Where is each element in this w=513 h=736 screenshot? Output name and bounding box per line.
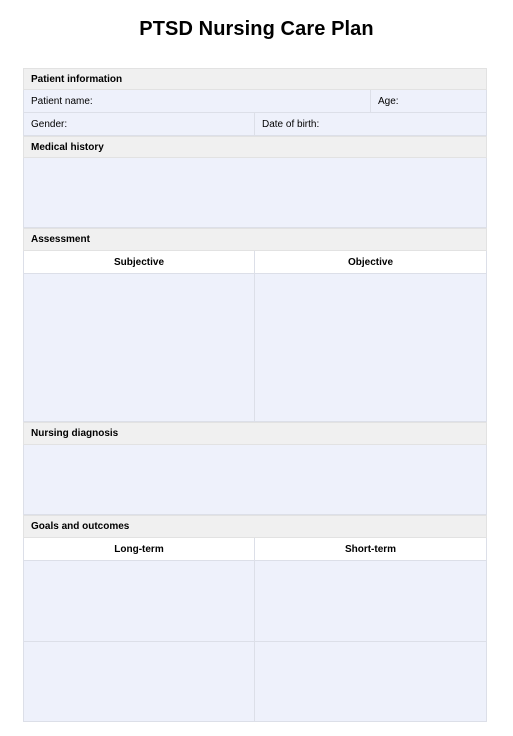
gender-label: Gender: — [31, 118, 68, 130]
objective-field[interactable] — [254, 274, 486, 421]
patient-name-field[interactable] — [24, 90, 370, 112]
page-title: PTSD Nursing Care Plan — [139, 18, 374, 40]
short-term-header: Short-term — [254, 538, 486, 560]
date-of-birth-field[interactable] — [254, 113, 486, 135]
patient-name-row — [23, 90, 487, 113]
short-term-field-2[interactable] — [254, 642, 486, 721]
assessment-label: Assessment — [31, 234, 90, 245]
patient-information-label: Patient information — [31, 73, 123, 85]
goals-outcomes-label: Goals and outcomes — [31, 521, 130, 532]
long-term-header: Long-term — [24, 538, 254, 560]
goals-column-headers — [23, 538, 487, 561]
medical-history-field[interactable] — [23, 158, 487, 228]
patient-information-header — [23, 68, 487, 90]
long-term-field-1[interactable] — [24, 561, 254, 641]
nursing-diagnosis-label: Nursing diagnosis — [31, 428, 119, 439]
age-field[interactable] — [370, 90, 486, 112]
subjective-header: Subjective — [24, 251, 254, 273]
age-label: Age: — [378, 95, 399, 107]
medical-history-header — [23, 136, 487, 158]
gender-field[interactable] — [24, 113, 254, 135]
subjective-field[interactable] — [24, 274, 254, 421]
nursing-diagnosis-header — [23, 422, 487, 445]
gender-dob-row — [23, 113, 487, 136]
assessment-column-headers — [23, 251, 487, 274]
goals-row-1 — [23, 561, 487, 642]
medical-history-label: Medical history — [31, 141, 104, 153]
care-plan-form — [23, 68, 487, 722]
nursing-diagnosis-field[interactable] — [23, 445, 487, 515]
goals-outcomes-header — [23, 515, 487, 538]
long-term-field-2[interactable] — [24, 642, 254, 721]
date-of-birth-label: Date of birth: — [262, 118, 320, 130]
goals-row-2 — [23, 642, 487, 722]
assessment-header — [23, 228, 487, 251]
patient-name-label: Patient name: — [31, 95, 93, 107]
assessment-fields — [23, 274, 487, 422]
objective-header: Objective — [254, 251, 486, 273]
short-term-field-1[interactable] — [254, 561, 486, 641]
